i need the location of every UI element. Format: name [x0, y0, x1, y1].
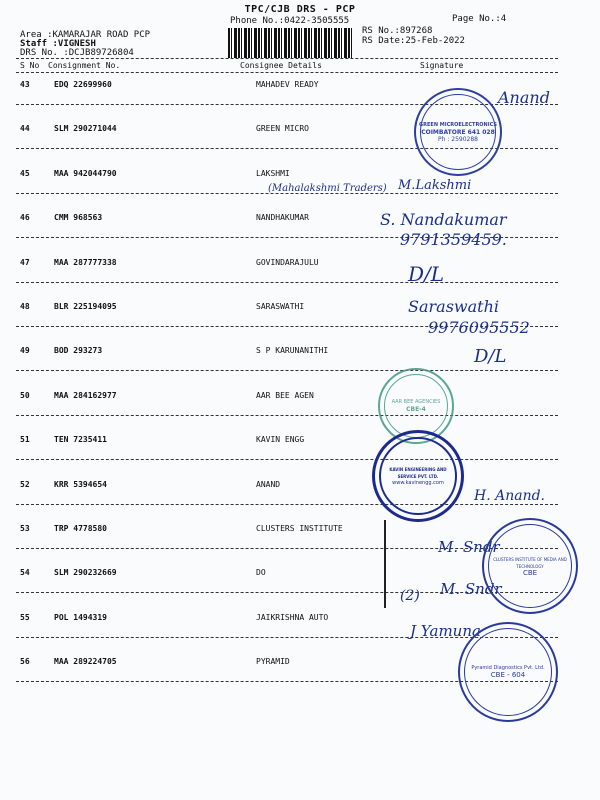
table-row — [0, 391, 600, 411]
signature-46: S. Nandakumar — [380, 210, 507, 229]
stamp-kavin-web: www.kavinengg.com — [392, 479, 444, 486]
phone-48: 9976095552 — [428, 318, 530, 337]
row-consignment: SLM 290232669 — [54, 568, 117, 577]
row-consignment: MAA 289224705 — [54, 657, 117, 666]
rs-number: RS No.:897268 — [362, 26, 433, 36]
row-consignee: CLUSTERS INSTITUTE — [256, 524, 343, 533]
row-divider — [16, 282, 558, 283]
stamp-green-micro-city: COIMBATORE 641 028 — [421, 128, 495, 136]
signature-54: M. Sndr — [440, 580, 502, 598]
row-sno: 51 — [20, 435, 30, 444]
page-number: Page No.:4 — [452, 14, 507, 24]
row-consignee: NANDHAKUMAR — [256, 213, 309, 222]
row-consignment: CMM 968563 — [54, 213, 103, 222]
mark-54: (2) — [400, 588, 420, 604]
row-sno: 46 — [20, 213, 30, 222]
stamp-green-micro-phone: Ph : 2590288 — [438, 135, 478, 143]
row-sno: 52 — [20, 480, 30, 489]
stamp-aar-bee-name: AAR BEE AGENCIES — [391, 399, 441, 405]
row-consignment: TEN 7235411 — [54, 435, 107, 444]
row-consignment: TRP 4778580 — [54, 524, 107, 533]
drs-number: DRS No. :DCJB89726804 — [20, 48, 134, 58]
barcode — [228, 28, 352, 58]
row-consignment: BOD 293273 — [54, 346, 103, 355]
row-divider — [16, 415, 558, 416]
row-divider — [16, 370, 558, 371]
signature-43: Anand — [498, 88, 550, 107]
staff-label: Staff :VIGNESH — [20, 39, 96, 49]
phone-46: 9791359459. — [400, 230, 507, 249]
row-sno: 53 — [20, 524, 30, 533]
stamp-kavin-name: KAVIN ENGINEERING AND SERVICE PVT. LTD. — [389, 466, 447, 479]
stamp-green-micro-name: GREEN MICROELECTRONICS — [419, 121, 497, 128]
signature-55: J Yamuna — [410, 622, 481, 640]
colhead-divider — [16, 72, 558, 73]
signature-53: M. Sndr — [438, 538, 500, 556]
table-row — [0, 121, 600, 144]
row-sno: 55 — [20, 613, 30, 622]
area-label: Area :KAMARAJAR ROAD PCP — [20, 30, 151, 40]
header-divider — [16, 58, 558, 59]
row-consignee: LAKSHMI — [256, 169, 290, 178]
row-consignment: KRR 5394654 — [54, 480, 107, 489]
stamp-clusters — [482, 518, 578, 614]
row-consignee: KAVIN ENGG — [256, 435, 305, 444]
row-consignment: POL 1494319 — [54, 613, 107, 622]
col-consignment: Consignment No. — [48, 61, 121, 70]
row-consignment: BLR 225194095 — [54, 302, 117, 311]
signature-52: H. Anand. — [474, 488, 546, 504]
row-consignee: DO — [256, 568, 266, 577]
row-sno: 48 — [20, 302, 30, 311]
document-title: TPC/CJB DRS - PCP — [244, 4, 356, 15]
table-row — [0, 258, 600, 278]
row-consignee: GREEN MICRO — [256, 124, 309, 133]
table-row — [0, 346, 600, 366]
row-sno: 44 — [20, 124, 30, 133]
row-divider — [16, 504, 558, 505]
row-consignee: AAR BEE AGEN — [256, 391, 314, 400]
row-consignment: MAA 942044790 — [54, 169, 117, 178]
row-consignee: S P KARUNANITHI — [256, 346, 329, 355]
rs-date: RS Date:25-Feb-2022 — [362, 36, 465, 46]
row-consignment: MAA 287777338 — [54, 258, 117, 267]
note-45: (Mahalakshmi Traders) — [268, 183, 387, 194]
stamp-pyramid-name: Pyramid Diagnostics Pvt. Ltd. — [471, 665, 545, 671]
row-sno: 56 — [20, 657, 30, 666]
stamp-pyramid-city: CBE - 604 — [490, 671, 526, 679]
row-divider — [16, 459, 558, 460]
stamp-kavin — [372, 430, 464, 522]
row-sno: 54 — [20, 568, 30, 577]
row-consignee: SARASWATHI — [256, 302, 305, 311]
signature-48: Saraswathi — [408, 297, 499, 316]
row-consignee: PYRAMID — [256, 657, 290, 666]
row-sno: 50 — [20, 391, 30, 400]
row-consignee: JAIKRISHNA AUTO — [256, 613, 329, 622]
row-sno: 49 — [20, 346, 30, 355]
stamp-aar-bee-city: CBE-4 — [406, 406, 426, 413]
row-consignment: MAA 284162977 — [54, 391, 117, 400]
stamp-clusters-city: CBE — [522, 568, 538, 577]
row-sno: 43 — [20, 80, 30, 89]
row-sno: 47 — [20, 258, 30, 267]
table-row — [0, 435, 600, 455]
row-consignment: SLM 290271044 — [54, 124, 117, 133]
table-row — [0, 213, 600, 233]
phone-number: Phone No.:0422-3505555 — [230, 16, 350, 26]
col-consignee: Consignee Details — [240, 61, 322, 70]
row-sno: 45 — [20, 169, 30, 178]
signature-49: D/L — [474, 346, 507, 367]
stamp-pyramid — [458, 622, 558, 722]
col-signature: Signature — [420, 61, 464, 70]
row-consignee: GOVINDARAJULU — [256, 258, 319, 267]
bracket-53-54 — [372, 520, 386, 608]
col-sno: S No — [20, 61, 40, 70]
signature-45: M.Lakshmi — [398, 178, 472, 193]
row-consignee: ANAND — [256, 480, 281, 489]
row-consignment: EDQ 22699960 — [54, 80, 112, 89]
signature-47: D/L — [408, 262, 445, 286]
stamp-clusters-name: CLUSTERS INSTITUTE OF MEDIA AND TECHNOLOGY — [493, 556, 567, 569]
stamp-green-micro — [414, 88, 502, 176]
row-consignee: MAHADEV READY — [256, 80, 319, 89]
